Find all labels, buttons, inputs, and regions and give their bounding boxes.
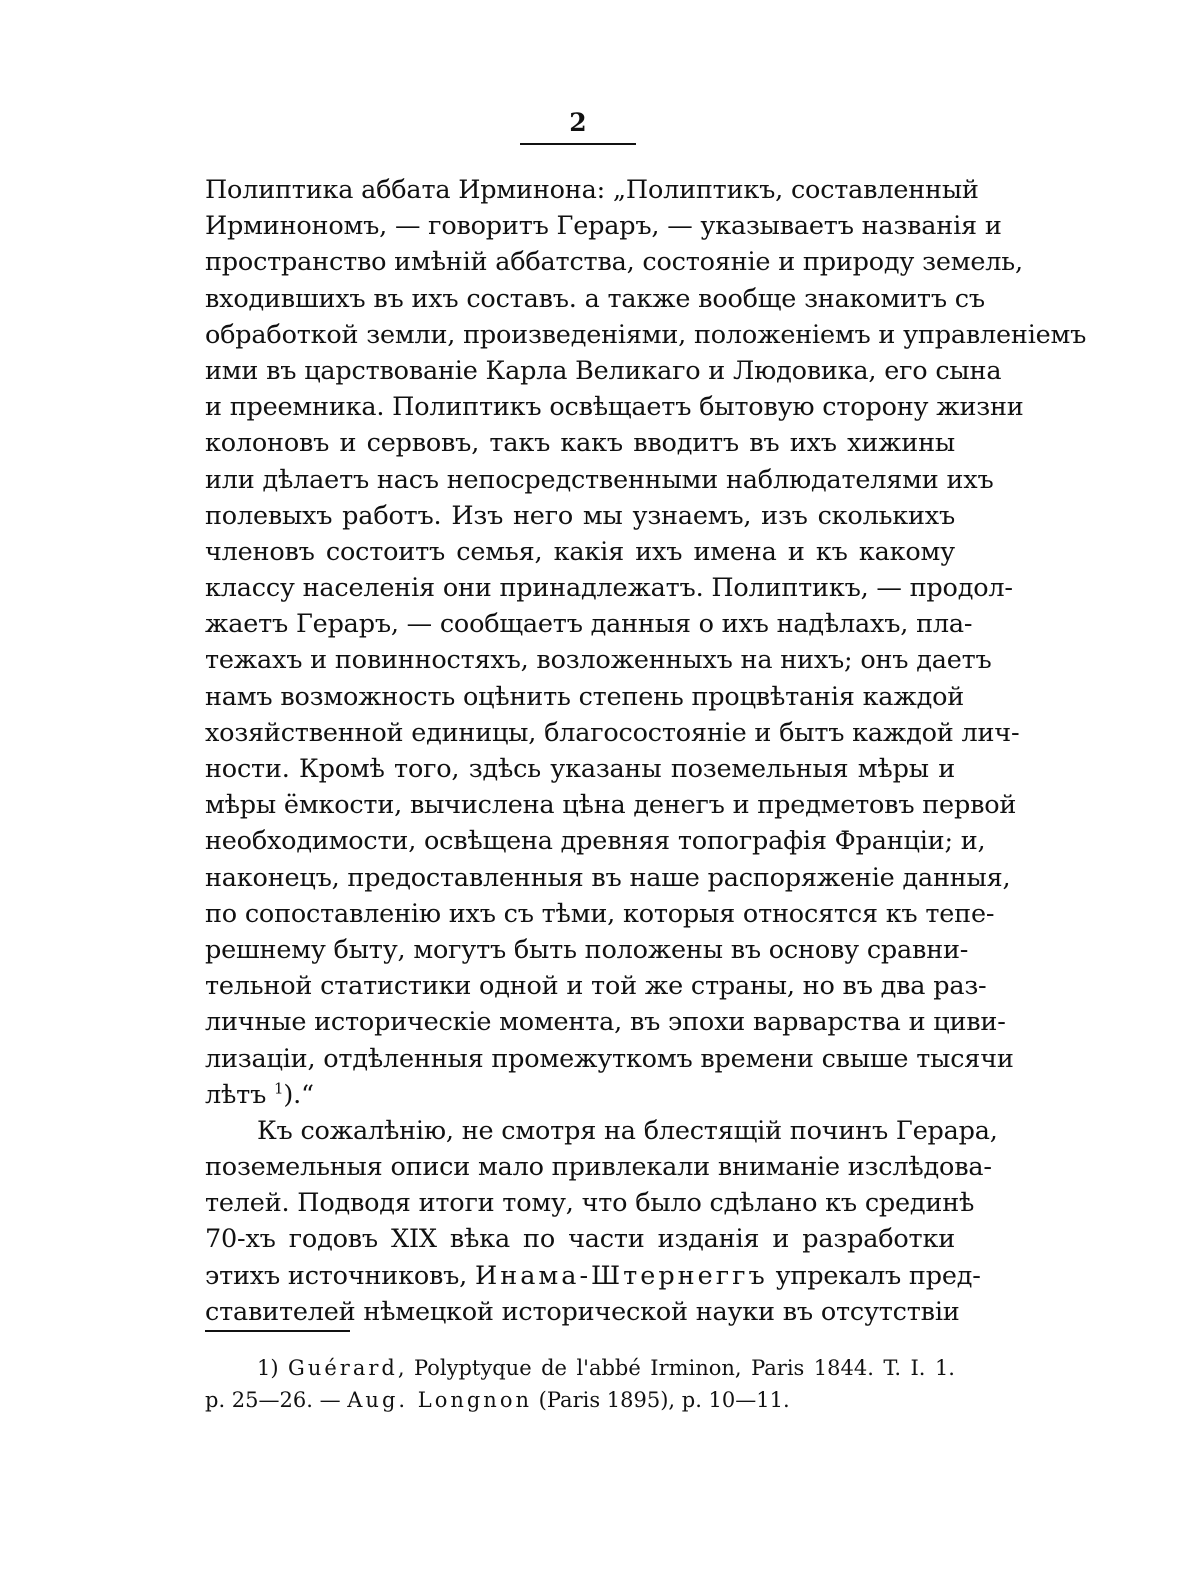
text-line: поземельныя описи мало привлекали вниманіе изслѣдова- xyxy=(205,1152,992,1183)
text-line: обработкой земли, произведеніями, положеніемъ и управленіемъ xyxy=(205,319,1087,350)
text-line: пространство имѣній аббатства, состояніе и природу земель, xyxy=(205,247,1023,278)
text-line: жаетъ Гераръ, — сообщаетъ данныя о ихъ надѣлахъ, пла- xyxy=(205,609,973,640)
text-line: необходимости, освѣщена древняя топографія Франціи; и, xyxy=(205,826,986,857)
footnote-marker: 1) xyxy=(257,1356,279,1380)
text-line: по сопоставленію ихъ съ тѣми, которыя относятся къ тепе- xyxy=(205,898,995,929)
page-number: 2 xyxy=(569,108,587,137)
text-line: или дѣлаетъ насъ непосредственными наблюдателями ихъ xyxy=(205,464,994,495)
text-line: Полиптика аббата Ирминона: „Полиптикъ, составленный xyxy=(205,175,979,205)
footnote-text: (Paris 1895), p. 10—11. xyxy=(532,1388,790,1412)
text-line: ности. Кромѣ того, здѣсь указаны поземельныя мѣры и xyxy=(205,754,955,784)
text-line: мѣры ёмкости, вычислена цѣна денегъ и предметовъ первой xyxy=(205,790,1017,821)
footnote-author: Aug. Longnon xyxy=(347,1388,532,1412)
text-line xyxy=(205,1258,981,1294)
text-line: хозяйственной единицы, благосостояніе и бытъ каждой лич- xyxy=(205,717,1020,748)
text-fragment: лѣтъ xyxy=(205,1079,275,1110)
text-line: наконецъ, предоставленныя въ наше распоряженіе данныя, xyxy=(205,862,1011,893)
text-line: тельной статистики одной и той же страны, но въ два раз- xyxy=(205,971,987,1002)
text-line: ставителей нѣмецкой исторической науки въ отсутствіи xyxy=(205,1296,960,1327)
text-line: 70-хъ годовъ XIX вѣка по части изданія и разработки xyxy=(205,1224,955,1255)
footnote-reference: 1 xyxy=(274,1079,284,1098)
text-line: и преемника. Полиптикъ освѣщаетъ бытовую сторону жизни xyxy=(205,392,1024,423)
text-fragment: упрекалъ пред- xyxy=(767,1260,981,1291)
text-line: ими въ царствованіе Карла Великаго и Людовика, его сына xyxy=(205,355,1002,386)
page-number-rule xyxy=(520,143,636,145)
text-line: Ирминономъ, — говоритъ Гераръ, — указываетъ названія и xyxy=(205,211,1002,242)
text-line: членовъ состоитъ семья, какія ихъ имена и къ какому xyxy=(205,536,955,567)
text-line: решнему быту, могутъ быть положены въ основу сравни- xyxy=(205,934,969,965)
footnote-author: Guérard xyxy=(288,1356,398,1380)
text-line: входившихъ въ ихъ составъ. а также вообще знакомитъ съ xyxy=(205,283,985,314)
footnote-text: , Polyptyque de l'abbé Irminon, Paris 1844. T. I. 1. xyxy=(397,1356,955,1380)
text-line: личные историческіе момента, въ эпохи варварства и циви- xyxy=(205,1007,1006,1038)
text-fragment: этихъ источниковъ, xyxy=(205,1260,475,1291)
text-line: тежахъ и повинностяхъ, возложенныхъ на нихъ; онъ даетъ xyxy=(205,645,992,676)
author-name: Инама-Штернеггъ xyxy=(474,1260,768,1291)
body-text xyxy=(205,172,1087,1330)
footnotes xyxy=(205,1352,955,1416)
footnote-line xyxy=(205,1352,955,1384)
text-fragment: ).“ xyxy=(283,1079,314,1110)
footnote-line xyxy=(205,1384,955,1416)
text-line: Къ сожалѣнію, не смотря на блестящій починъ Герара, xyxy=(257,1115,998,1146)
footnote-separator xyxy=(205,1330,350,1332)
text-line-paragraph-end xyxy=(205,1077,955,1113)
text-line: классу населенія они принадлежатъ. Полиптикъ, — продол- xyxy=(205,573,1013,604)
text-line: полевыхъ работъ. Изъ него мы узнаемъ, изъ сколькихъ xyxy=(205,500,955,531)
text-line: телей. Подводя итоги тому, что было сдѣлано къ срединѣ xyxy=(205,1188,975,1219)
text-line: колоновъ и сервовъ, такъ какъ вводитъ въ ихъ хижины xyxy=(205,428,955,459)
text-line: лизаціи, отдѣленныя промежуткомъ времени свыше тысячи xyxy=(205,1043,1014,1074)
footnote-text: p. 25—26. — xyxy=(205,1388,348,1412)
text-line: намъ возможность оцѣнить степень процвѣтанія каждой xyxy=(205,681,965,712)
